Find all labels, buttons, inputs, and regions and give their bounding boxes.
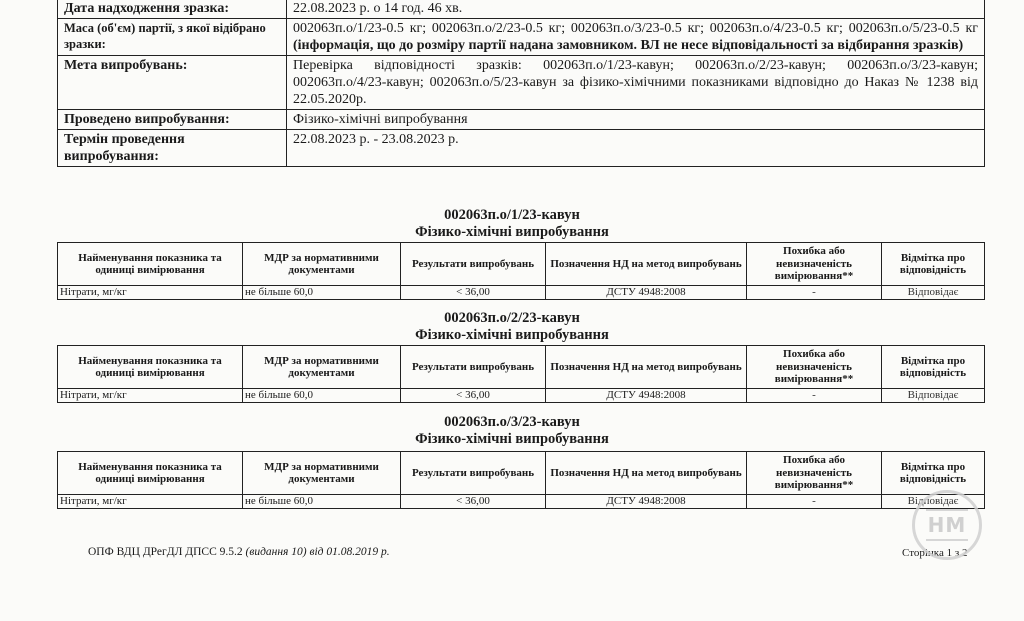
cell-compliance: Відповідає	[882, 495, 985, 509]
cell-mdr: не більше 60,0	[243, 286, 401, 300]
col-mdr-header: МДР за нормативними документами	[243, 452, 401, 495]
col-compliance-header: Відмітка про відповідність	[882, 452, 985, 495]
cell-method: ДСТУ 4948:2008	[546, 389, 747, 403]
info-row-term	[58, 130, 985, 167]
info-row-mass	[58, 19, 985, 56]
goal-label: Мета випробувань:	[58, 56, 287, 110]
sample-id: 002063п.о/2/23-кавун	[444, 310, 580, 326]
cell-indicator: Нітрати, мг/кг	[58, 389, 243, 403]
col-compliance-header: Відмітка про відповідність	[882, 346, 985, 389]
form-edition: (видання 10) від 01.08.2019 р.	[245, 546, 390, 558]
cell-method: ДСТУ 4948:2008	[546, 286, 747, 300]
col-method-header: Позначення НД на метод випробувань	[546, 452, 747, 495]
term-label: Термін проведення випробування:	[58, 130, 287, 167]
col-mdr-header: МДР за нормативними документами	[243, 243, 401, 286]
cell-result: < 36,00	[401, 495, 546, 509]
col-uncertainty-header: Похибка або невизначеність вимірювання**	[747, 346, 882, 389]
info-row-test	[58, 110, 985, 130]
col-mdr-header: МДР за нормативними документами	[243, 346, 401, 389]
sample-info-table	[57, 0, 985, 167]
col-indicator-header: Найменування показника та одиниці вимірювання	[58, 452, 243, 495]
section-heading-3	[0, 414, 1024, 448]
section-heading-2	[0, 310, 1024, 344]
watermark-text: НМ	[926, 509, 969, 541]
col-compliance-header: Відмітка про відповідність	[882, 243, 985, 286]
results-table-2	[57, 345, 985, 403]
mass-value: 002063п.о/1/23-0.5 кг; 002063п.о/2/23-0.5 кг; 002063п.о/3/23-0.5 кг; 002063п.о/4/23-0.5 кг; 002063п.о/5/23-0.5 кг	[293, 21, 978, 36]
cell-compliance: Відповідає	[882, 389, 985, 403]
col-indicator-header: Найменування показника та одиниці вимірювання	[58, 346, 243, 389]
col-uncertainty-header: Похибка або невизначеність вимірювання**	[747, 452, 882, 495]
cell-indicator: Нітрати, мг/кг	[58, 495, 243, 509]
test-label: Проведено випробування:	[58, 110, 287, 130]
table-header-row	[58, 346, 985, 389]
results-table-1	[57, 242, 985, 300]
cell-uncertainty: -	[747, 495, 882, 509]
form-reference	[88, 546, 390, 558]
goal-value: Перевірка відповідності зразків: 002063п.о/1/23-кавун; 002063п.о/2/23-кавун; 002063п.о/3/23-кавун; 002063п.о/4/23-кавун; 002063п.о/5/23-кавун за фізико-хімічними показниками відповідно до Наказ № 1238 від 22.05.2020р.	[287, 56, 985, 110]
table-header-row	[58, 452, 985, 495]
results-table-3	[57, 451, 985, 509]
cell-mdr: не більше 60,0	[243, 495, 401, 509]
info-row-goal	[58, 56, 985, 110]
col-uncertainty-header: Похибка або невизначеність вимірювання**	[747, 243, 882, 286]
test-type: Фізико-хімічні випробування	[415, 431, 609, 447]
info-row-date	[58, 0, 985, 19]
cell-mdr: не більше 60,0	[243, 389, 401, 403]
page-number: Сторінка 1 з 2	[902, 547, 968, 559]
cell-indicator: Нітрати, мг/кг	[58, 286, 243, 300]
table-row	[58, 389, 985, 403]
cell-result: < 36,00	[401, 286, 546, 300]
term-value: 22.08.2023 р. - 23.08.2023 р.	[287, 130, 985, 167]
col-results-header: Результати випробувань	[401, 452, 546, 495]
cell-method: ДСТУ 4948:2008	[546, 495, 747, 509]
test-type: Фізико-хімічні випробування	[415, 224, 609, 240]
test-value: Фізико-хімічні випробування	[287, 110, 985, 130]
cell-uncertainty: -	[747, 286, 882, 300]
cell-uncertainty: -	[747, 389, 882, 403]
table-row	[58, 495, 985, 509]
watermark-logo-icon	[912, 490, 982, 560]
col-results-header: Результати випробувань	[401, 243, 546, 286]
table-row	[58, 286, 985, 300]
date-label: Дата надходження зразка:	[58, 0, 287, 19]
cell-compliance: Відповідає	[882, 286, 985, 300]
form-code: ОПФ ВДЦ ДРегДЛ ДПСС 9.5.2	[88, 546, 243, 558]
col-method-header: Позначення НД на метод випробувань	[546, 346, 747, 389]
sample-id: 002063п.о/1/23-кавун	[444, 207, 580, 223]
mass-label: Маса (об'єм) партії, з якої відібрано зразки:	[58, 19, 287, 56]
section-heading-1	[0, 207, 1024, 241]
col-method-header: Позначення НД на метод випробувань	[546, 243, 747, 286]
cell-result: < 36,00	[401, 389, 546, 403]
mass-value-cell	[287, 19, 985, 56]
sample-id: 002063п.о/3/23-кавун	[444, 414, 580, 430]
col-indicator-header: Найменування показника та одиниці вимірювання	[58, 243, 243, 286]
table-header-row	[58, 243, 985, 286]
col-results-header: Результати випробувань	[401, 346, 546, 389]
date-value: 22.08.2023 р. о 14 год. 46 хв.	[287, 0, 985, 19]
test-type: Фізико-хімічні випробування	[415, 327, 609, 343]
mass-note: (інформація, що до розміру партії надана замовником. ВЛ не несе відповідальності за відбирання зразків)	[293, 38, 964, 53]
